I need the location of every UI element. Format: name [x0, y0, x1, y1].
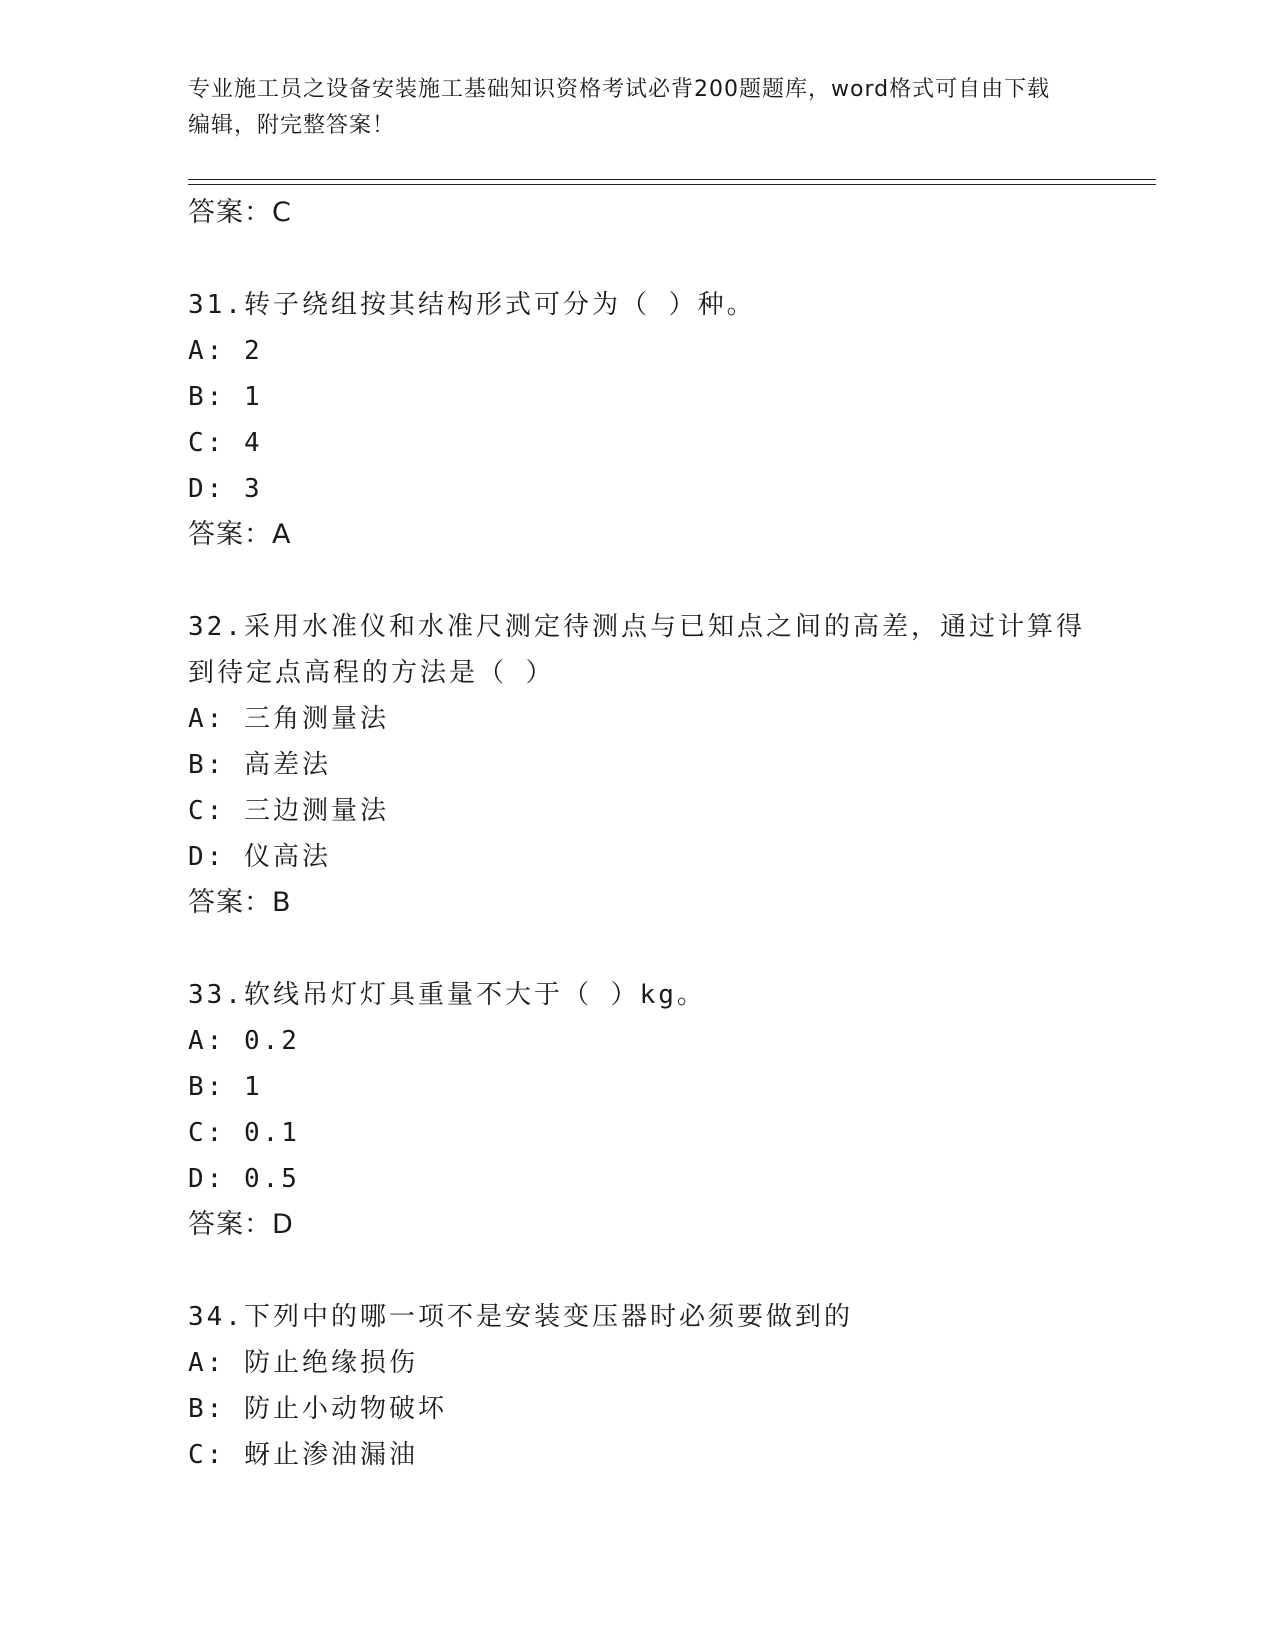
header-divider-bottom: [188, 184, 1156, 185]
option-a: A: 2: [188, 336, 263, 366]
option-a: A: 三角测量法: [188, 704, 389, 734]
answer-line: 答案：D: [188, 1209, 294, 1240]
question-block: [188, 972, 1088, 1248]
header-divider-top: [188, 179, 1156, 180]
option-a: A: 防止绝缘损伤: [188, 1348, 418, 1378]
option-b: B: 1: [188, 382, 263, 412]
question-stem: 33.软线吊灯灯具重量不大于（ ）kg。: [188, 980, 706, 1010]
document-header: 专业施工员之设备安装施工基础知识资格考试必背200题题库，word格式可自由下载编辑，附完整答案！: [188, 77, 1051, 138]
question-block: [188, 282, 1088, 558]
option-d: D: 仪高法: [188, 842, 331, 872]
question-block: [188, 1294, 1088, 1478]
option-c: C: 蚜止渗油漏油: [188, 1440, 418, 1470]
answer-line: 答案：A: [188, 519, 292, 550]
question-block: [188, 604, 1088, 926]
option-c: C: 4: [188, 428, 263, 458]
question-stem: 31.转子绕组按其结构形式可分为（ ）种。: [188, 290, 756, 320]
question-list: [188, 190, 1088, 1478]
option-b: B: 防止小动物破坏: [188, 1394, 447, 1424]
option-d: D: 0.5: [188, 1164, 300, 1194]
answer-line: 答案：C: [188, 197, 292, 228]
option-b: B: 1: [188, 1072, 263, 1102]
option-c: C: 三边测量法: [188, 796, 389, 826]
option-a: A: 0.2: [188, 1026, 300, 1056]
option-b: B: 高差法: [188, 750, 331, 780]
option-c: C: 0.1: [188, 1118, 300, 1148]
answer-line: 答案：B: [188, 887, 292, 918]
question-stem: 32.采用水准仪和水准尺测定待测点与已知点之间的高差，通过计算得到待定点高程的方法是（ ）: [188, 612, 1085, 688]
option-d: D: 3: [188, 474, 263, 504]
question-stem: 34.下列中的哪一项不是安装变压器时必须要做到的: [188, 1302, 853, 1332]
